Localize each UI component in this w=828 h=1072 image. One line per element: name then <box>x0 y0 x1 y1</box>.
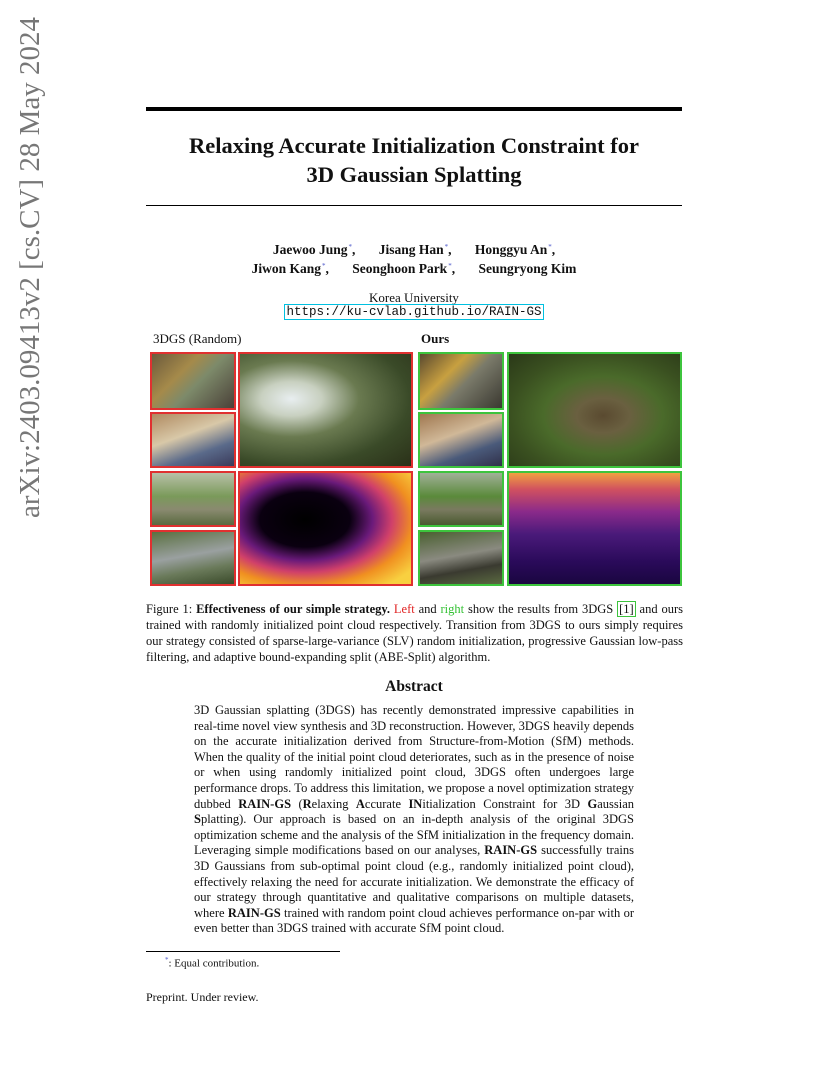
thumb-ours-garden <box>418 471 504 527</box>
footnote: *: Equal contribution. <box>165 956 260 970</box>
big-ours-depth-map <box>507 471 682 586</box>
author: Jiwon Kang*, <box>251 261 329 276</box>
caption-left-word: Left <box>393 602 415 616</box>
title-line-1: Relaxing Accurate Initialization Constraint for <box>189 133 639 158</box>
figure-caption: Figure 1: Effectiveness of our simple strategy. Left and right show the results from 3DGS [1] and ours trained with randomly initialized point cloud respectively. Transition from 3DGS to ours simply requires our strategy consisted of sparse-large-variance (SLV) random initialization, progressive Gaussian low-pass filtering, and adaptive bound-expanding split (ABE-Split) algorithm. <box>146 602 683 664</box>
caption-right-word: right <box>440 602 465 616</box>
big-ours-stump-render <box>507 352 682 468</box>
citation-link[interactable]: [1] <box>619 602 634 616</box>
author: Seonghoon Park*, <box>352 261 456 276</box>
project-url-link[interactable]: https://ku-cvlab.github.io/RAIN-GS <box>286 305 542 319</box>
top-rule <box>146 107 682 111</box>
big-3dgs-stump-render <box>238 352 413 468</box>
authors-row-1 <box>146 242 682 258</box>
thumb-ours-bench <box>418 530 504 586</box>
thumb-3dgs-garden <box>150 471 236 527</box>
preprint-note: Preprint. Under review. <box>146 990 259 1004</box>
author: Seungryong Kim <box>478 261 577 276</box>
thumb-3dgs-room <box>150 412 236 468</box>
thumb-ours-kitchen <box>418 352 504 410</box>
left-panel-label: 3DGS (Random) <box>153 331 242 346</box>
abstract-heading: Abstract <box>385 678 443 695</box>
title-bottom-rule <box>146 205 682 206</box>
thumb-ours-room <box>418 412 504 468</box>
affiliation: Korea University <box>369 290 459 305</box>
project-url[interactable] <box>146 305 682 319</box>
author: Honggyu An*, <box>474 242 556 257</box>
author: Jaewoo Jung*, <box>272 242 356 257</box>
authors-row-2 <box>146 261 682 277</box>
right-panel-label: Ours <box>421 331 450 346</box>
footnote-rule <box>146 951 340 952</box>
arxiv-stamp: arXiv:2403.09413v2 [cs.CV] 28 May 2024 <box>14 16 46 518</box>
author: Jisang Han*, <box>378 242 452 257</box>
big-3dgs-depth-map <box>238 471 413 586</box>
thumb-3dgs-bench <box>150 530 236 586</box>
paper-title <box>146 131 682 189</box>
thumb-3dgs-kitchen <box>150 352 236 410</box>
abstract-body: 3D Gaussian splatting (3DGS) has recently demonstrated impressive capabilities in real-time novel view synthesis and 3D reconstruction. However, 3DGS heavily depends on the accurate initialization derived from Structure-from-Motion (SfM) methods. When the quality of the initial point cloud deteriorates, such as in the presence of noise or when using randomly initialized point cloud, 3DGS often undergoes large performance drops. To address this limitation, we propose a novel optimization strategy dubbed RAIN-GS (Relaxing Accurate INitialization Constraint for 3D Gaussian Splatting). Our approach is based on an in-depth analysis of the original 3DGS optimization scheme and the analysis of the SfM initialization in the frequency domain. Leveraging simple modifications based on our analyses, RAIN-GS successfully trains 3D Gaussians from sub-optimal point cloud (e.g., randomly initialized point cloud), effectively relaxing the need for accurate initialization. We demonstrate the efficacy of our strategy through quantitative and qualitative comparisons on multiple datasets, where RAIN-GS trained with random point cloud achieves performance on-par with or even better than 3DGS trained with accurate SfM point cloud. <box>194 703 634 936</box>
title-line-2: 3D Gaussian Splatting <box>306 162 522 187</box>
